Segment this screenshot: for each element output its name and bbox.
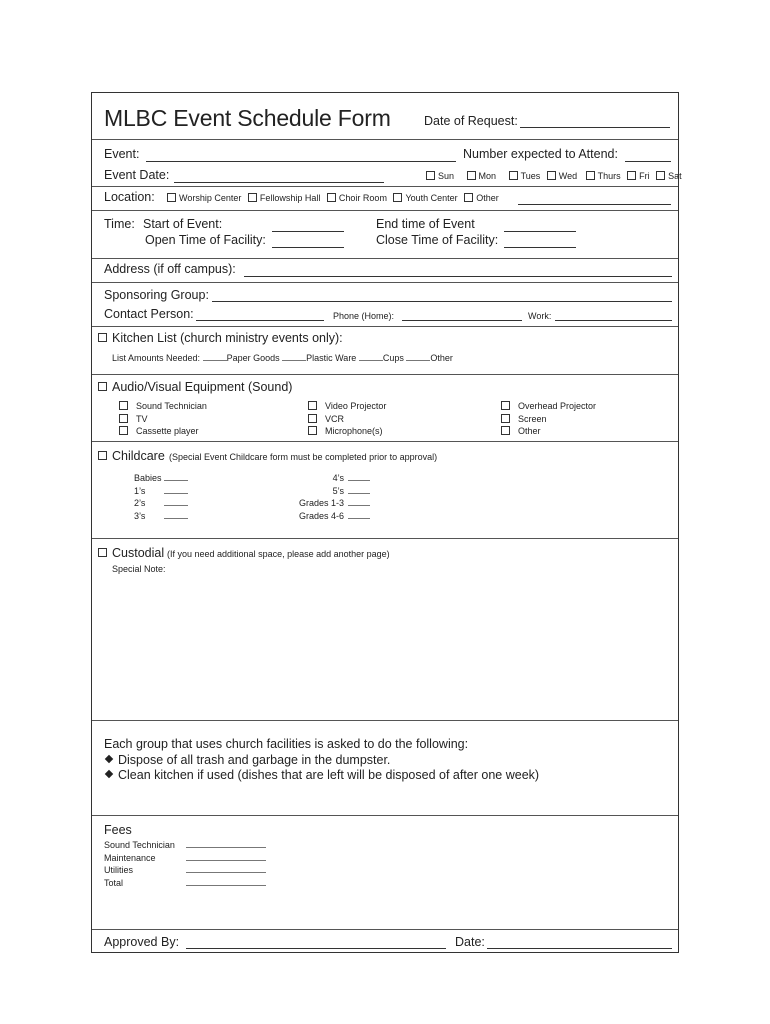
kitchen-amounts — [112, 353, 453, 363]
plastic-ware-label: Plastic Ware — [306, 353, 357, 363]
fee-utilities: Utilities — [104, 864, 266, 877]
rules-section — [92, 720, 678, 815]
day-sat[interactable]: Sat — [656, 171, 682, 181]
kitchen-title: Kitchen List (church ministry events only): — [112, 331, 343, 345]
kitchen-checkbox[interactable] — [98, 331, 110, 345]
phone-home-label: Phone (Home): — [333, 311, 395, 321]
childcare-field[interactable] — [164, 518, 188, 519]
day-mon[interactable]: Mon — [467, 171, 497, 181]
contact-person-field[interactable] — [196, 320, 324, 321]
number-expected-label: Number expected to Attend: — [463, 147, 618, 161]
checkbox-icon — [119, 426, 128, 435]
custodial-note: (If you need additional space, please add another page) — [167, 549, 390, 559]
custodial-section — [92, 538, 678, 720]
location-label: Location: — [104, 190, 155, 204]
paper-goods-field[interactable] — [203, 360, 227, 361]
checkbox-icon — [467, 171, 476, 180]
phone-home-field[interactable] — [402, 320, 522, 321]
childcare-babies: Babies — [134, 472, 188, 485]
av-tv[interactable]: TV — [119, 413, 207, 426]
rule-item: Dispose of all trash and garbage in the dumpster. — [106, 753, 390, 767]
av-overhead-projector[interactable]: Overhead Projector — [501, 400, 596, 413]
av-vcr[interactable]: VCR — [308, 413, 386, 426]
fees-list — [104, 839, 266, 889]
address-field[interactable] — [244, 276, 672, 277]
open-time-field[interactable] — [272, 247, 344, 248]
checkbox-icon — [98, 548, 107, 557]
childcare-grades-1-3: Grades 1-3 — [292, 497, 370, 510]
fee-total: Total — [104, 877, 266, 890]
work-label: Work: — [528, 311, 552, 321]
rules-intro: Each group that uses church facilities is asked to do the following: — [104, 737, 469, 751]
childcare-field[interactable] — [348, 480, 370, 481]
checkbox-icon — [426, 171, 435, 180]
start-of-event-field[interactable] — [272, 231, 344, 232]
custodial-title: Custodial — [112, 546, 165, 560]
av-col2 — [308, 400, 386, 438]
fee-field[interactable] — [186, 885, 266, 886]
number-expected-field[interactable] — [625, 161, 671, 162]
kitchen-section — [92, 326, 678, 374]
location-section — [92, 186, 678, 210]
checkbox-icon — [98, 382, 107, 391]
av-microphones[interactable]: Microphone(s) — [308, 425, 386, 438]
paper-goods-label: Paper Goods — [226, 353, 280, 363]
childcare-checkbox[interactable] — [98, 449, 110, 463]
amounts-label: List Amounts Needed: — [112, 353, 201, 363]
checkbox-icon — [327, 193, 336, 202]
childcare-1s: 1’s — [134, 485, 188, 498]
checkbox-icon — [248, 193, 257, 202]
checkbox-icon — [308, 414, 317, 423]
childcare-field[interactable] — [164, 505, 188, 506]
checkbox-icon — [464, 193, 473, 202]
custodial-checkbox[interactable] — [98, 546, 110, 560]
fee-field[interactable] — [186, 872, 266, 873]
cups-label: Cups — [382, 353, 404, 363]
checkbox-icon — [308, 426, 317, 435]
day-fri[interactable]: Fri — [627, 171, 650, 181]
location-fellowship-hall[interactable]: Fellowship Hall — [248, 193, 321, 203]
special-note-label: Special Note: — [112, 564, 166, 574]
end-time-label: End time of Event — [376, 217, 475, 231]
av-sound-technician[interactable]: Sound Technician — [119, 400, 207, 413]
location-worship-center[interactable]: Worship Center — [167, 193, 241, 203]
childcare-section — [92, 441, 678, 538]
av-checkbox[interactable] — [98, 380, 110, 394]
checkbox-icon — [501, 414, 510, 423]
checkbox-icon — [501, 426, 510, 435]
start-of-event-label: Start of Event: — [143, 217, 223, 231]
av-other[interactable]: Other — [501, 425, 596, 438]
fee-field[interactable] — [186, 847, 266, 848]
fee-maintenance: Maintenance — [104, 852, 266, 865]
event-date-field[interactable] — [174, 182, 384, 183]
location-choir-room[interactable]: Choir Room — [327, 193, 387, 203]
av-video-projector[interactable]: Video Projector — [308, 400, 386, 413]
childcare-field[interactable] — [164, 493, 188, 494]
checkbox-icon — [98, 333, 107, 342]
close-time-field[interactable] — [504, 247, 576, 248]
checkbox-icon — [167, 193, 176, 202]
fee-field[interactable] — [186, 860, 266, 861]
checkbox-icon — [656, 171, 665, 180]
sponsoring-group-label: Sponsoring Group: — [104, 288, 209, 302]
childcare-3s: 3’s — [134, 510, 188, 523]
childcare-col1 — [134, 472, 188, 522]
fees-section — [92, 815, 678, 929]
childcare-grades-4-6: Grades 4-6 — [292, 510, 370, 523]
form-title: MLBC Event Schedule Form — [104, 105, 391, 131]
checkbox-icon — [308, 401, 317, 410]
day-sun[interactable]: Sun — [426, 171, 454, 181]
childcare-field[interactable] — [348, 518, 370, 519]
end-time-field[interactable] — [504, 231, 576, 232]
event-date-label: Event Date: — [104, 168, 170, 182]
other-field[interactable] — [406, 360, 430, 361]
location-youth-center[interactable]: Youth Center — [393, 193, 457, 203]
date-label: Date: — [455, 935, 485, 949]
event-label: Event: — [104, 147, 140, 161]
childcare-note: (Special Event Childcare form must be completed prior to approval) — [169, 452, 438, 462]
childcare-field[interactable] — [348, 493, 370, 494]
day-wed[interactable]: Wed — [547, 171, 577, 181]
open-time-label: Open Time of Facility: — [145, 233, 266, 247]
rule-item: Clean kitchen if used (dishes that are left will be disposed of after one week) — [106, 768, 539, 782]
close-time-label: Close Time of Facility: — [376, 233, 499, 247]
sponsor-section — [92, 282, 678, 326]
diamond-bullet-icon — [105, 755, 113, 763]
cups-field[interactable] — [359, 360, 383, 361]
address-label: Address (if off campus): — [104, 262, 236, 276]
checkbox-icon — [98, 451, 107, 460]
childcare-title: Childcare — [112, 449, 165, 463]
childcare-2s: 2’s — [134, 497, 188, 510]
sponsoring-group-field[interactable] — [212, 301, 672, 302]
location-options — [167, 193, 499, 203]
fees-title: Fees — [104, 823, 132, 837]
av-cassette-player[interactable]: Cassette player — [119, 425, 207, 438]
checkbox-icon — [119, 414, 128, 423]
time-label: Time: — [104, 217, 135, 231]
av-col1 — [119, 400, 207, 438]
checkbox-icon — [501, 401, 510, 410]
checkbox-icon — [586, 171, 595, 180]
time-section — [92, 210, 678, 258]
checkbox-icon — [627, 171, 636, 180]
day-thurs[interactable]: Thurs — [586, 171, 621, 181]
childcare-col2 — [292, 472, 370, 522]
av-col3 — [501, 400, 596, 438]
checkbox-icon — [119, 401, 128, 410]
av-screen[interactable]: Screen — [501, 413, 596, 426]
fee-sound-technician: Sound Technician — [104, 839, 266, 852]
childcare-4s: 4’s — [292, 472, 370, 485]
date-of-request-field[interactable] — [520, 127, 670, 128]
approval-section — [92, 929, 678, 952]
days-options — [426, 171, 682, 181]
approval-date-field[interactable] — [487, 948, 672, 949]
plastic-ware-field[interactable] — [282, 360, 306, 361]
contact-person-label: Contact Person: — [104, 307, 194, 321]
event-field[interactable] — [146, 161, 456, 162]
childcare-field[interactable] — [348, 505, 370, 506]
day-tues[interactable]: Tues — [509, 171, 541, 181]
location-other-field[interactable] — [518, 204, 671, 205]
diamond-bullet-icon — [105, 770, 113, 778]
work-field[interactable] — [555, 320, 672, 321]
av-title: Audio/Visual Equipment (Sound) — [112, 380, 293, 394]
approved-by-label: Approved By: — [104, 935, 180, 949]
childcare-5s: 5’s — [292, 485, 370, 498]
special-note-area[interactable] — [112, 579, 662, 709]
checkbox-icon — [509, 171, 518, 180]
av-section — [92, 374, 678, 441]
date-of-request-label: Date of Request: — [424, 114, 518, 128]
other-label: Other — [430, 353, 453, 363]
checkbox-icon — [547, 171, 556, 180]
checkbox-icon — [393, 193, 402, 202]
event-schedule-form — [91, 92, 682, 953]
approved-by-field[interactable] — [186, 948, 446, 949]
childcare-field[interactable] — [164, 480, 188, 481]
location-other[interactable]: Other — [464, 193, 499, 203]
address-section — [92, 258, 678, 282]
